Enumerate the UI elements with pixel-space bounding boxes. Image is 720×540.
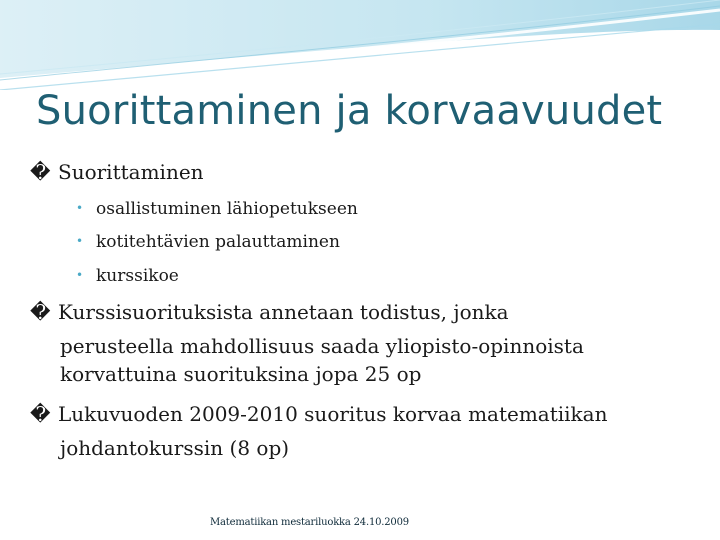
- bullet-kurssisuoritukset: [30, 300, 690, 386]
- bullet-lukuvuosi: [30, 402, 690, 460]
- bullet-line: korvattuina suorituksina jopa 25 op: [60, 362, 422, 386]
- sub-bullet-dot: •: [76, 234, 84, 248]
- sub-bullet-text: kurssikoe: [96, 266, 179, 286]
- sub-bullet-2: [76, 231, 340, 254]
- bullet-line: Kurssisuorituksista annetaan todistus, jonka: [58, 300, 509, 324]
- sub-bullet-dot: •: [76, 268, 84, 282]
- sub-bullet-text: osallistuminen lähiopetukseen: [96, 199, 358, 219]
- bullet-glyph: �: [30, 300, 51, 324]
- slide-title: Suorittaminen ja korvaavuudet: [36, 88, 663, 134]
- bullet-text: Suorittaminen: [58, 160, 204, 184]
- sub-bullet-3: [76, 265, 179, 288]
- slide-footer: Matematiikan mestariluokka 24.10.2009: [210, 517, 409, 528]
- sub-bullet-text: kotitehtävien palauttaminen: [96, 232, 340, 252]
- sub-bullet-1: [76, 198, 358, 221]
- bullet-glyph: �: [30, 402, 51, 426]
- bullet-line: perusteella mahdollisuus saada yliopisto-opinnoista: [60, 334, 584, 358]
- bullet-suorittaminen: [30, 160, 690, 184]
- sub-bullet-dot: •: [76, 201, 84, 215]
- bullet-line: johdantokurssin (8 op): [60, 436, 290, 460]
- bullet-line: Lukuvuoden 2009-2010 suoritus korvaa matematiikan: [58, 402, 608, 426]
- bullet-glyph: �: [30, 160, 51, 184]
